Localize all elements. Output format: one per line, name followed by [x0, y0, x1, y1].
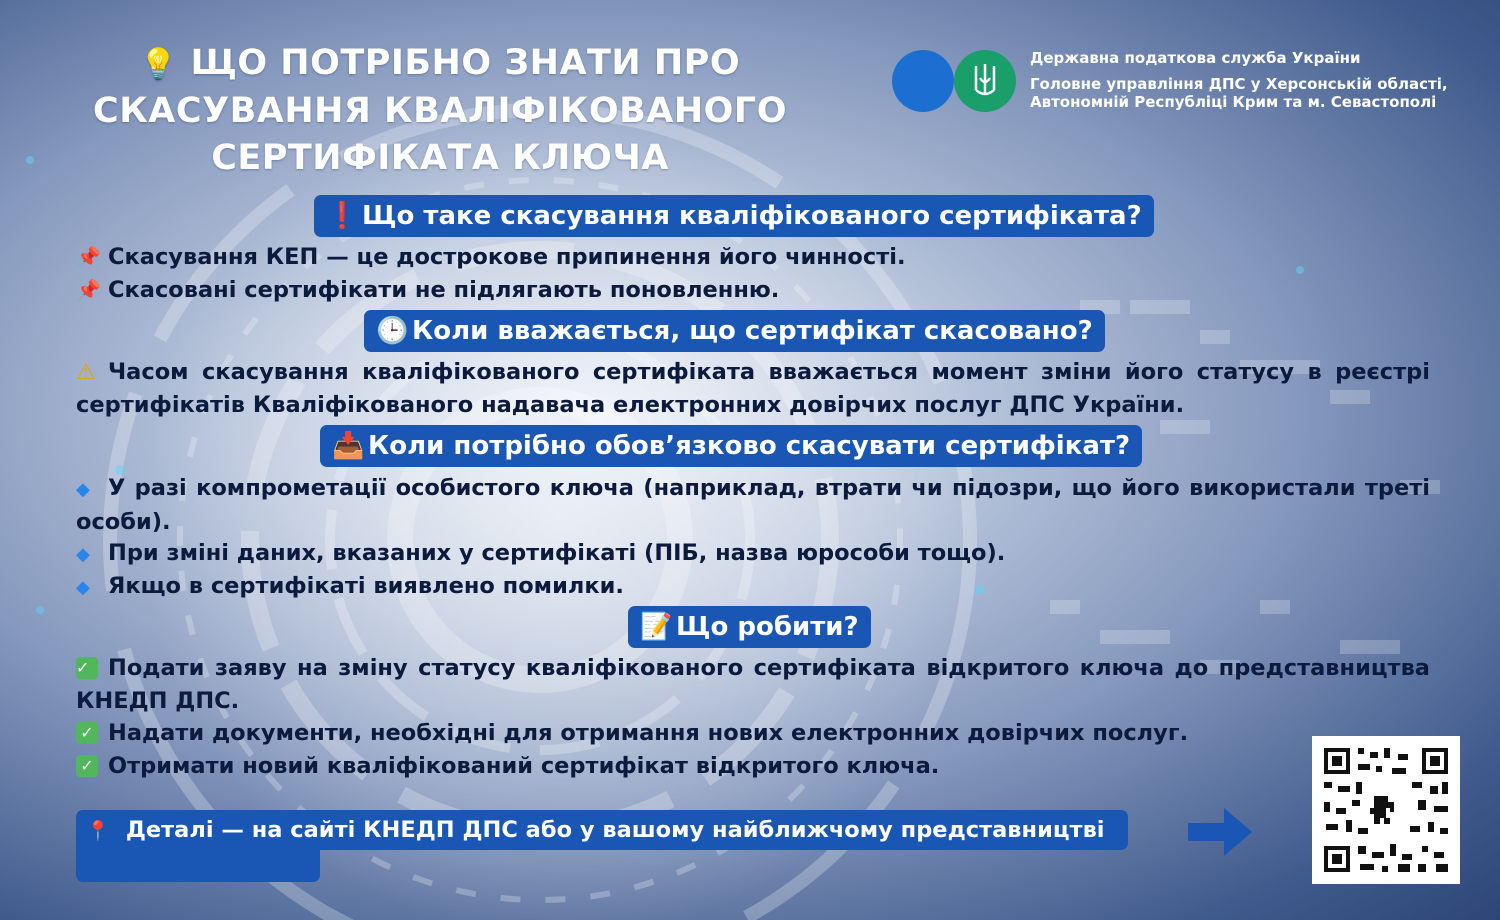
org-logos [892, 48, 1018, 114]
footer-note [86, 813, 1118, 848]
qr-code[interactable] [1312, 736, 1460, 884]
list-item [76, 537, 1005, 571]
title-line-2: СКАСУВАННЯ КВАЛІФІКОВАНОГО [93, 91, 787, 131]
warning-icon: ⚠ [76, 360, 96, 385]
section-heading-todo [628, 606, 871, 648]
list-item [76, 241, 906, 274]
exclamation-icon: ❗ [326, 201, 359, 231]
check-mark-icon: ✓ [76, 722, 98, 744]
org-line-3: Автономній Республіці Крим та м. Севастополі [1030, 93, 1437, 111]
section-heading-must [320, 425, 1142, 467]
section-heading-must-text: Коли потрібно обов’язково скасувати сертифікат? [368, 431, 1131, 461]
list-item-text: Отримати новий кваліфікований сертифікат відкритого ключа. [108, 753, 940, 779]
check-mark-icon: ✓ [76, 657, 98, 679]
list-item [76, 750, 939, 783]
blue-logo-circle [892, 50, 954, 112]
section-heading-when [364, 310, 1105, 352]
title-line-3: СЕРТИФІКАТА КЛЮЧА [211, 138, 669, 178]
org-line-2: Головне управління ДПС у Херсонській області, [1030, 75, 1448, 93]
pushpin-icon: 📌 [76, 278, 101, 302]
blue-diamond-icon: ◆ [76, 577, 90, 598]
pushpin-icon: 📌 [76, 245, 101, 269]
list-item-text: Скасування КЕП — це дострокове припинення його чинності. [108, 244, 906, 270]
memo-icon: 📝 [640, 612, 673, 642]
blue-diamond-icon: ◆ [76, 479, 90, 500]
list-item [76, 652, 1430, 718]
list-item-text: Скасовані сертифікати не підлягають поновленню. [108, 277, 780, 303]
list-item-text: Подати заяву на зміну статусу кваліфікованого сертифіката відкритого ключа до представництва КНЕДП ДПС. [76, 655, 1430, 714]
section-heading-todo-text: Що робити? [676, 612, 859, 642]
list-item-text: У разі компрометації особистого ключа (наприклад, втрати чи підозри, що його використали треті особи). [76, 475, 1430, 535]
blue-diamond-icon: ◆ [76, 544, 90, 565]
section-heading-when-text: Коли вважається, що сертифікат скасовано? [412, 316, 1093, 346]
inbox-tray-icon: 📥 [332, 431, 365, 461]
page-title [90, 40, 790, 182]
paragraph-when-text: Часом скасування кваліфікованого сертифіката вважається момент зміни його статусу в реєстрі сертифікатів Кваліфікованого надавача електронних довірчих послуг ДПС України. [76, 359, 1430, 418]
list-item [76, 717, 1188, 750]
lightbulb-icon: 💡 [139, 47, 178, 82]
list-item [76, 472, 1430, 539]
paragraph-when [76, 356, 1430, 422]
list-item [76, 274, 779, 307]
arrow-right-icon [1188, 808, 1252, 856]
section-heading-what [314, 195, 1154, 237]
clock-icon: 🕒 [376, 316, 409, 346]
footer-note-text: Деталі — на сайті КНЕДП ДПС або у вашому найближчому представництві [125, 817, 1105, 843]
footer-band-tail [76, 848, 320, 882]
list-item-text: Якщо в сертифікаті виявлено помилки. [108, 573, 624, 599]
list-item [76, 570, 624, 604]
section-heading-what-text: Що таке скасування кваліфікованого сертифіката? [362, 201, 1142, 231]
org-line-1: Державна податкова служба України [1030, 49, 1361, 67]
organization-info [1030, 49, 1448, 111]
round-pushpin-icon: 📍 [86, 820, 110, 842]
title-line-1: ЩО ПОТРІБНО ЗНАТИ ПРО [190, 43, 741, 83]
check-mark-icon: ✓ [76, 755, 98, 777]
list-item-text: При зміні даних, вказаних у сертифікаті (ПІБ, назва юрособи тощо). [108, 540, 1006, 566]
list-item-text: Надати документи, необхідні для отримання нових електронних довірчих послуг. [108, 720, 1189, 746]
